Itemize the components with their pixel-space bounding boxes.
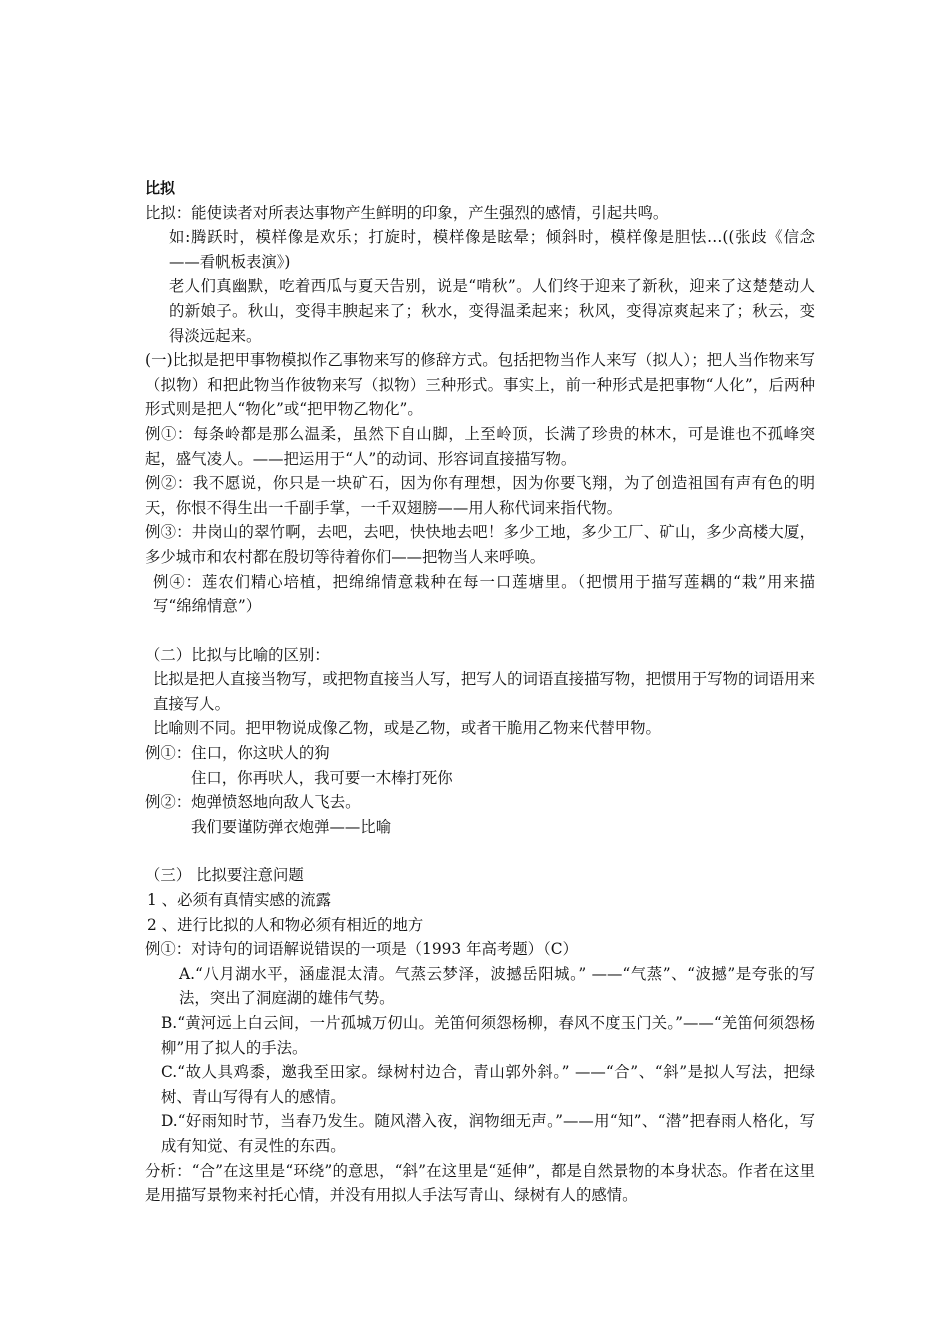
example-intro-2: 老人们真幽默，吃着西瓜与夏天告别，说是“啃秋”。人们终于迎来了新秋，迎来了这楚楚动人的新娘子。秋山，变得丰腴起来了；秋水，变得温柔起来；秋风，变得凉爽起来了；秋云，变得淡远起来。	[169, 277, 815, 345]
section2-example-1a: 例①：住口，你这吠人的狗	[145, 744, 330, 763]
analysis-paragraph: 分析：“合”在这里是“环绕”的意思，“斜”在这里是“延伸”，都是自然景物的本身状态。作者在这里是用描写景物来衬托心情，并没有用拟人手法写青山、绿树有人的感情。	[145, 1161, 815, 1205]
section1-example-3: 例③：井岗山的翠竹啊，去吧，去吧，快快地去吧！多少工地，多少工厂、矿山，多少高楼大厦，多少城市和农村都在殷切等待着你们——把物当人来呼唤。	[145, 523, 815, 566]
option-d: D.“好雨知时节，当春乃发生。随风潜入夜，润物细无声。”——用“知”、“潜”把春雨人格化，写成有知觉、有灵性的东西。	[161, 1112, 815, 1155]
option-a: A.“八月湖水平，涵虚混太清。气蒸云梦泽，波撼岳阳城。” ——“气蒸”、“波撼”是夸张的写法，突出了洞庭湖的雄伟气势。	[179, 964, 815, 1008]
section2-paragraph-1: 比拟是把人直接当物写，或把物直接当人写，把写人的词语直接描写物，把惯用于写物的词语用来直接写人。	[153, 670, 815, 713]
spacer	[145, 619, 815, 643]
section3-heading: （三） 比拟要注意问题	[145, 866, 304, 885]
section2-heading: （二）比拟与比喻的区别：	[145, 645, 330, 664]
definition-paragraph: 比拟：能使读者对所表达事物产生鲜明的印象，产生强烈的感情，引起共鸣。	[145, 203, 669, 222]
section3-question: 例①：对诗句的词语解说错误的一项是（1993 年高考题）（C）	[145, 940, 578, 959]
example-intro-1: 如:腾跃时，模样像是欢乐；打旋时，模样像是眩晕；倾斜时，模样像是胆怯…((张歧《信念——看帆板表演》)	[169, 228, 815, 271]
spacer	[145, 839, 815, 863]
document-title: 比拟	[145, 179, 176, 197]
section3-item-1: 1 、必须有真情实感的流露	[147, 891, 331, 910]
section2-example-1b: 住口，你再吠人，我可要一木棒打死你	[191, 768, 453, 787]
section1-text: (一)比拟是把甲事物模拟作乙事物来写的修辞方式。包括把物当作人来写（拟人）；把人当作物来写（拟物）和把此物当作彼物来写（拟物）三种形式。事实上，前一种形式是把事物“人化”，后两种形式则是把人“物化”或“把甲物乙物化”。	[145, 351, 815, 419]
section1-example-4: 例④：莲农们精心培植，把绵绵情意栽种在每一口莲塘里。（把惯用于描写莲耦的“栽”用来描写“绵绵情意”）	[153, 572, 815, 616]
section2-example-2a: 例②：炮弹愤怒地向敌人飞去。	[145, 793, 361, 812]
section3-item-2: 2 、进行比拟的人和物必须有相近的地方	[147, 915, 424, 934]
section1-example-2: 例②：我不愿说，你只是一块矿石，因为你有理想，因为你要飞翔，为了创造祖国有声有色的明天，你恨不得生出一千副手掌，一千双翅膀——用人称代词来指代物。	[145, 474, 815, 517]
option-b: B.“黄河远上白云间，一片孤城万仞山。羌笛何须怨杨柳，春风不度玉门关。”——“羌笛何须怨杨柳”用了拟人的手法。	[161, 1014, 815, 1057]
section2-example-2b: 我们要谨防弹衣炮弹——比喻	[191, 817, 392, 836]
document-body	[145, 176, 815, 1208]
section2-paragraph-2: 比喻则不同。把甲物说成像乙物，或是乙物，或者干脆用乙物来代替甲物。	[153, 719, 661, 738]
option-c: C.“故人具鸡黍，邀我至田家。绿树村边合，青山郭外斜。” ——“合”、“斜”是拟人写法，把绿树、青山写得有人的感情。	[161, 1063, 815, 1106]
section1-example-1: 例①：每条岭都是那么温柔，虽然下自山脚，上至岭顶，长满了珍贵的林木，可是谁也不孤峰突起，盛气凌人。——把运用于“人”的动词、形容词直接描写物。	[145, 424, 815, 468]
